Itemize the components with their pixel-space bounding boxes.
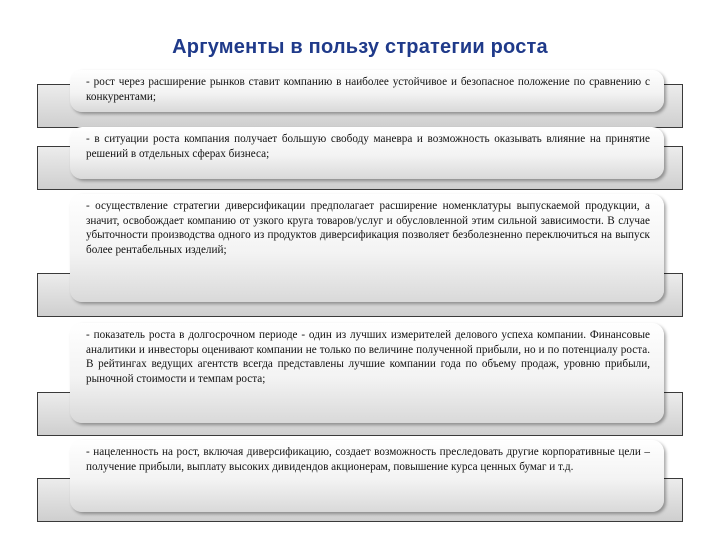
argument-text-1: - рост через расширение рынков ставит компанию в наиболее устойчивое и безопасное положение по сравнению с конкурентами; [86, 76, 650, 103]
argument-card-1 [70, 70, 664, 112]
argument-text-2: - в ситуации роста компания получает большую свободу маневра и возможность оказывать влияние на принятие решений в отдельных сферах бизнеса; [86, 133, 650, 160]
argument-text-3: - осуществление стратегии диверсификации предполагает расширение номенклатуры выпускаемой продукции, а значит, освобождает компанию от узкого круга товаров/услуг и обусловленной этим сильной зависимости. В случае убыточности производства одного из продуктов диверсификация позволяет безболезненно переключиться на выпуск более рентабельных изделий; [86, 200, 650, 256]
argument-card-2 [70, 127, 664, 179]
argument-card-4 [70, 323, 664, 423]
argument-text-5: - нацеленность на рост, включая диверсификацию, создает возможность преследовать другие корпоративные цели – получение прибыли, выплату высоких дивидендов акционерам, повышение курса ценных бумаг и т.д. [86, 446, 650, 473]
argument-card-5 [70, 440, 664, 512]
argument-text-4: - показатель роста в долгосрочном периоде - один из лучших измерителей делового успеха компании. Финансовые аналитики и инвесторы оценивают компании не только по величине полученной прибыли, но и по потенциалу роста. В рейтингах ведущих агентств всегда представлены лучшие компании года по объему продаж, уровню прибыли, рыночной стоимости и темпам роста; [86, 329, 650, 385]
slide-title: Аргументы в пользу стратегии роста [172, 36, 548, 58]
argument-card-3 [70, 194, 664, 302]
